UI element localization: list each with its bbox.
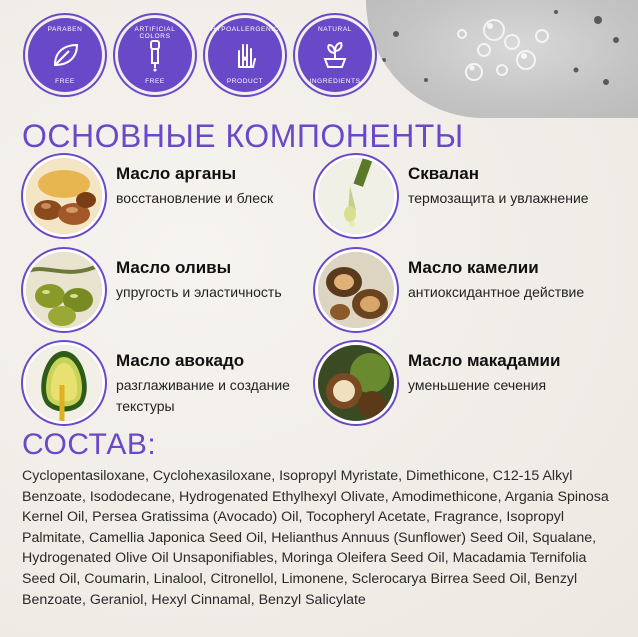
ingredient-avocado: Масло авокадо разглаживание и создание текстуры — [26, 345, 316, 429]
leaf-icon — [47, 37, 83, 73]
ingredient-camellia: Масло камелии антиоксидантное действие — [318, 252, 608, 336]
hand-icon — [227, 37, 263, 73]
ingredient-olive: Масло оливы упругость и эластичность — [26, 252, 316, 336]
certification-badges — [22, 18, 362, 100]
ingredient-macadamia: Масло макадамии уменьшение сечения — [318, 345, 608, 429]
ingredient-squalane: Сквалан термозащита и увлажнение — [318, 158, 608, 242]
argan-photo — [26, 158, 102, 234]
macadamia-photo — [318, 345, 394, 421]
composition-heading: СОСТАВ: — [22, 428, 157, 461]
composition-text: Cyclopentasiloxane, Cyclohexasiloxane, Isopropyl Myristate, Dimethicone, C12-15 Alkyl Benzoate, Isododecane, Hydrogenated Ethylhexyl Olivate, Amodimethicone, Argania Spinosa Kernel Oil, Persea Gratissima (Avocado) Oil, Tocopheryl Acetate, Fragrance, Isopropyl Palmitate, Camellia Japonica Seed Oil, Helianthus Annuus (Sunflower) Seed Oil, Squalane, Hydrogenated Olive Oil Unsaponifiables, Moringa Oleifera Seed Oil, Macadamia Ternifolia Seed Oil, Coumarin, Linalool, Citronellol, Limonene, Sclerocarya Birrea Seed Oil, Benzyl Benzoate, Geraniol, Hexyl Cinnamal, Benzyl Salicylate — [22, 468, 609, 608]
natural-ingredients-badge: NATURAL INGREDIENTS — [298, 18, 372, 92]
paraben-free-badge: PARABEN FREE — [28, 18, 102, 92]
hypoallergenic-badge: HYPOALLERGENIC PRODUCT — [208, 18, 282, 92]
camellia-photo — [318, 252, 394, 328]
artificial-colors-free-badge: ARTIFICIAL COLORS FREE — [118, 18, 192, 92]
dropper-icon — [137, 37, 173, 73]
ingredient-argan: Масло арганы восстановление и блеск — [26, 158, 316, 242]
avocado-photo — [26, 345, 102, 421]
plant-icon — [317, 37, 353, 73]
components-heading: ОСНОВНЫЕ КОМПОНЕНТЫ — [22, 118, 464, 154]
olive-photo — [26, 252, 102, 328]
squalane-photo — [318, 158, 394, 234]
